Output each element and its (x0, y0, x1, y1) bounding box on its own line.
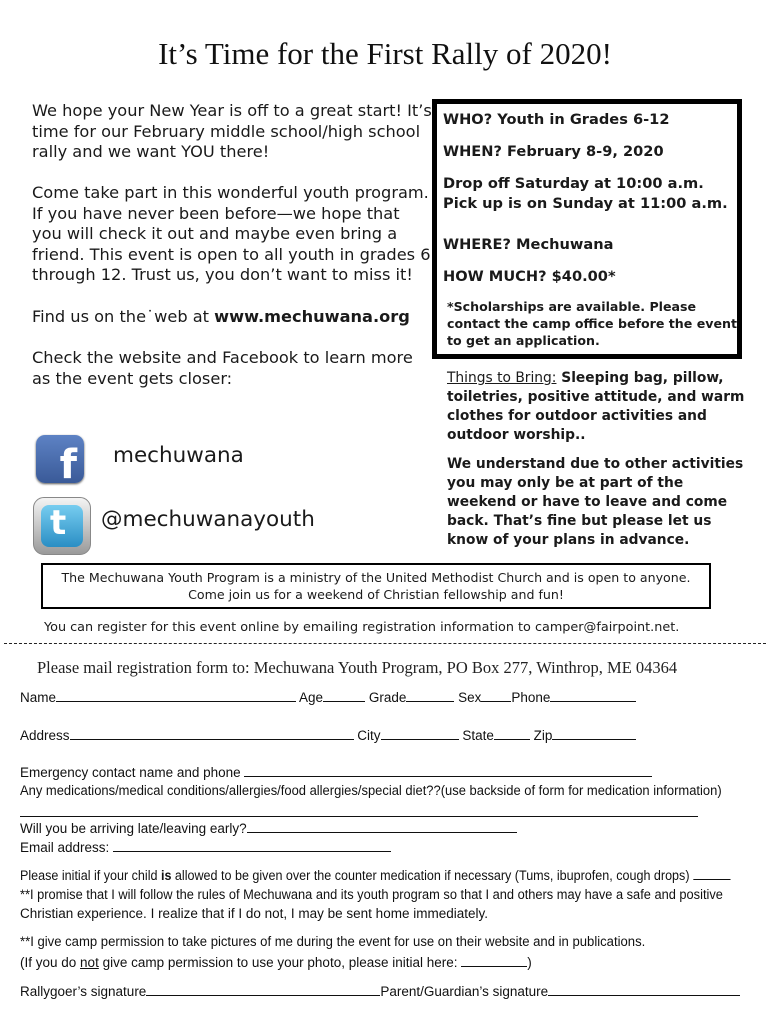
partial-attendance-note: We understand due to other activities you may only be at part of the weekend or have to leave and come back. That’s fine but please let us know of your plans in advance. (447, 456, 744, 548)
sex-field[interactable] (481, 690, 511, 702)
emergency-contact-field[interactable] (244, 765, 652, 777)
info-who: WHO? Youth in Grades 6-12 (443, 111, 670, 128)
name-field[interactable] (56, 690, 296, 702)
medications-field[interactable] (20, 816, 698, 817)
photo-consent-line-1: **I give camp permission to take pictures of me during the event for use on their website and in publications. (20, 934, 646, 949)
twitter-icon[interactable]: t (33, 497, 91, 555)
promise-line-1: **I promise that I will follow the rules of Mechuwana and its youth program so that I and others may have a safe and positive (20, 887, 723, 902)
age-field[interactable] (323, 690, 365, 702)
form-row-emergency: Emergency contact name and phone (20, 765, 652, 780)
page-title: It’s Time for the First Rally of 2020! (158, 36, 612, 71)
info-dropoff: Drop off Saturday at 10:00 a.m. (443, 175, 704, 192)
ministry-line-1: The Mechuwana Youth Program is a ministry of the United Methodist Church and is open to anyone. (61, 570, 691, 585)
info-when: WHEN? February 8-9, 2020 (443, 143, 664, 160)
city-field[interactable] (381, 728, 459, 740)
medications-prompt: Any medications/medical conditions/allergies/food allergies/special diet??(use backside of form for medication information) (20, 783, 722, 798)
state-field[interactable] (494, 728, 530, 740)
promise-line-2: Christian experience. I realize that if I do not, I may be sent home immediately. (20, 906, 488, 921)
facebook-handle: mechuwana (113, 443, 244, 468)
zip-field[interactable] (552, 728, 636, 740)
otc-consent: Please initial if your child is allowed to be given over the counter medication if necessary (Tums, ibuprofen, cough drops) (20, 868, 730, 883)
website-line (32, 307, 432, 328)
address-field[interactable] (70, 728, 354, 740)
form-row-late: Will you be arriving late/leaving early? (20, 821, 517, 836)
things-to-bring (447, 369, 747, 445)
website-prefix: Find us on the˙web at (32, 307, 215, 326)
signature-row: Rallygoer’s signature Parent/Guardian’s signature (20, 984, 740, 999)
otc-initial-field[interactable] (693, 868, 730, 880)
info-cost: HOW MUCH? $40.00* (443, 268, 616, 285)
mail-instructions: Please mail registration form to: Mechuwana Youth Program, PO Box 277, Winthrop, ME 04364 (37, 658, 678, 677)
late-arrival-field[interactable] (247, 821, 517, 833)
facebook-icon[interactable]: f (36, 435, 84, 483)
things-to-bring-text: Sleeping bag, pillow, toiletries, positive attitude, and warm clothes for outdoor activities and outdoor worship.. (447, 370, 745, 443)
twitter-handle: @mechuwanayouth (101, 507, 315, 532)
info-pickup: Pick up is on Sunday at 11:00 a.m. (443, 195, 728, 212)
website-link[interactable]: www.mechuwana.org (214, 307, 410, 326)
info-scholarship: *Scholarships are available. Please contact the camp office before the event to get an application. (447, 299, 737, 348)
parent-signature-field[interactable] (548, 984, 740, 996)
intro-paragraph-2: Come take part in this wonderful youth program. If you have never been before—we hope that you will check it out and maybe even bring a friend. This event is open to all youth in grades 6 through 12. Trust us, you don’t want to miss it! (32, 183, 431, 284)
photo-initial-field[interactable] (461, 955, 527, 967)
form-row-email: Email address: (20, 840, 391, 855)
email-field[interactable] (113, 840, 391, 852)
photo-consent-line-2: (If you do not give camp permission to use your photo, please initial here: ) (20, 955, 532, 970)
info-where: WHERE? Mechuwana (443, 236, 614, 253)
register-online-note: You can register for this event online by emailing registration information to camper@fairpoint.net. (44, 620, 680, 635)
ministry-box (41, 563, 711, 609)
grade-field[interactable] (406, 690, 454, 702)
rallygoer-signature-field[interactable] (146, 984, 380, 996)
cut-line (4, 643, 766, 644)
things-to-bring-label: Things to Bring: (447, 370, 557, 386)
phone-field[interactable] (550, 690, 636, 702)
form-row-address: Address City State Zip (20, 728, 636, 743)
form-row-name: Name Age Grade Sex Phone (20, 690, 636, 705)
intro-paragraph-4: Check the website and Facebook to learn more as the event gets closer: (32, 348, 413, 388)
ministry-line-2: Come join us for a weekend of Christian fellowship and fun! (188, 587, 564, 602)
intro-paragraph-1: We hope your New Year is off to a great start! It’s time for our February middle school/high school rally and we want YOU there! (32, 101, 432, 161)
